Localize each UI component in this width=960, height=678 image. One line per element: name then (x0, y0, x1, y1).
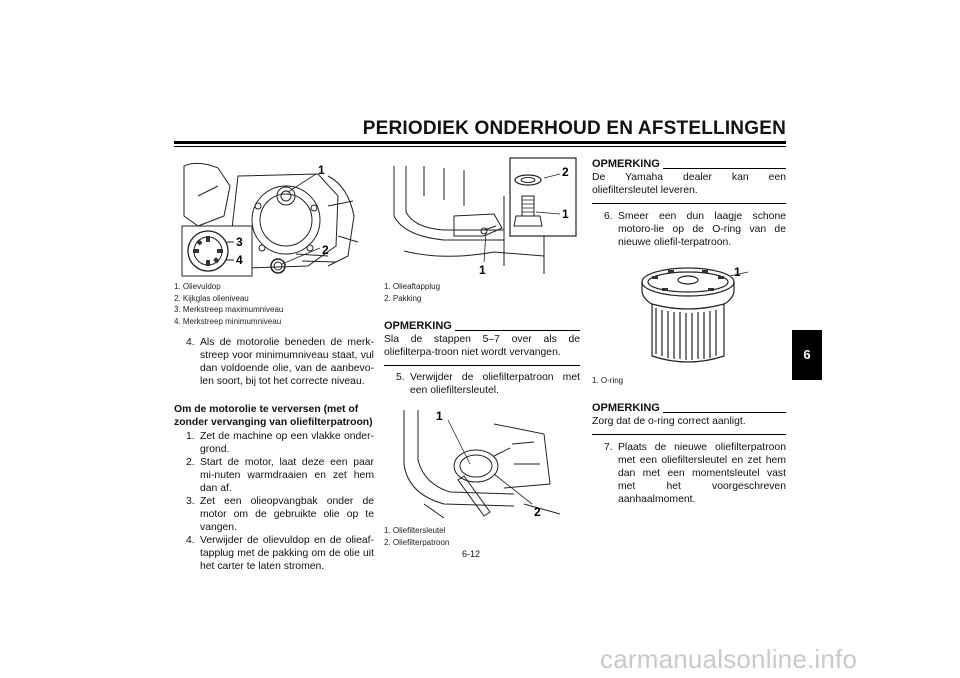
engine-bottom-drawing (384, 156, 580, 278)
step-number: 5. (396, 372, 405, 383)
caption-line: 1. Olievuldop (174, 282, 221, 291)
step-list-top (174, 336, 374, 388)
step-text: Verwijder de oliefilterpatroon met een oliefiltersleutel. (410, 372, 580, 396)
figure-callout: 1 (318, 163, 325, 177)
opmerking-line (663, 412, 786, 413)
step-text: Smeer een dun laagje schone motoro-lie op de O-ring van de nieuwe oliefil-terpatroon. (618, 211, 786, 248)
oil-filter-drawing (592, 256, 786, 370)
oil-filter-illustration (592, 256, 786, 370)
opmerking-text: Zorg dat de o-ring correct aanligt. (592, 416, 746, 427)
caption-line: 4. Merkstreep minimumniveau (174, 316, 282, 326)
step-number: 4. (186, 535, 195, 546)
step-number: 7. (604, 442, 613, 453)
opmerking-rule (592, 434, 786, 435)
figure-caption (592, 375, 786, 387)
opmerking-title: OPMERKING (592, 402, 660, 414)
opmerking-line (455, 330, 580, 331)
opmerking-title: OPMERKING (592, 158, 660, 170)
step-item (592, 441, 786, 506)
figure-callout: 2 (322, 243, 329, 257)
caption-line: 3. Merkstreep maximumniveau (174, 305, 284, 314)
step-list (174, 430, 374, 573)
figure-callout: 1 (562, 207, 569, 221)
step-text: Start de motor, laat deze een paar mi-nuten warmdraaien en zet hem dan af. (200, 457, 374, 494)
opmerking-text: De Yamaha dealer kan een oliefiltersleutel leveren. (592, 172, 786, 196)
step-text: Zet een olieopvangbak onder de motor om de gebruikte olie op te vangen. (200, 496, 374, 533)
figure-callout: 2 (534, 505, 541, 519)
engine-side-drawing (178, 156, 374, 278)
figure-callout: 1 (479, 263, 486, 277)
figure-callout: 1 (734, 265, 741, 279)
step-list-col2 (384, 371, 580, 397)
step-text: Zet de machine op een vlakke onder-grond. (200, 431, 374, 455)
watermark: carmanualsonline.info (600, 644, 858, 674)
header-rule (174, 141, 786, 144)
step-item (174, 336, 374, 388)
opmerking-box (592, 158, 786, 204)
opmerking-rule (592, 203, 786, 204)
step-item (592, 210, 786, 249)
opmerking-box (384, 320, 580, 366)
step-number: 3. (186, 496, 195, 507)
filter-wrench-illustration (384, 404, 580, 522)
step-text: Plaats de nieuwe oliefilterpatroon met een oliefiltersleutel en zet hem dan met een momentsleutel vast met het voorgeschreven aanhaalmoment. (618, 442, 786, 505)
caption-line: 2. Kijkglas olieniveau (174, 293, 249, 303)
step-list-col3b (592, 441, 786, 506)
figure-callout: 2 (562, 165, 569, 179)
step-item (174, 534, 374, 573)
section-heading: Om de motorolie te verversen (met of zonder vervanging van oliefilterpatroon) (174, 404, 373, 428)
page-title: PERIODIEK ONDERHOUD EN AFSTELLINGEN (362, 118, 786, 139)
opmerking-heading (592, 402, 786, 415)
step-item (174, 495, 374, 534)
opmerking-heading (384, 320, 580, 333)
opmerking-rule (384, 365, 580, 366)
filter-wrench-drawing (384, 404, 580, 522)
figure-caption (384, 281, 580, 304)
step-list-col3 (592, 210, 786, 249)
opmerking-title: OPMERKING (384, 320, 452, 332)
figure-caption (174, 281, 374, 327)
header-rule-thin (174, 146, 786, 147)
caption-line: 2. Oliefilterpatroon (384, 537, 450, 547)
figure-callout: 4 (236, 253, 243, 267)
caption-line: 1. O-ring (592, 376, 624, 385)
step-item (174, 456, 374, 495)
page-number: 6-12 (462, 549, 481, 559)
step-item (174, 430, 374, 456)
caption-line: 2. Pakking (384, 293, 422, 303)
figure-callout: 1 (436, 409, 443, 423)
caption-line: 1. Oliefiltersleutel (384, 526, 446, 535)
opmerking-heading (592, 158, 786, 171)
step-number: 1. (186, 431, 195, 442)
opmerking-line (663, 168, 786, 169)
drain-plug-illustration (384, 156, 580, 278)
figure-callout: 3 (236, 235, 243, 249)
opmerking-box (592, 402, 786, 435)
step-number: 2. (186, 457, 195, 468)
caption-line: 1. Olieaftapplug (384, 282, 441, 291)
opmerking-text: Sla de stappen 5–7 over als de oliefilterpa-troon niet wordt vervangen. (384, 334, 580, 358)
figure-caption (384, 525, 580, 548)
step-number: 4. (186, 337, 195, 348)
chapter-tab: 6 (792, 330, 822, 380)
step-item (384, 371, 580, 397)
step-number: 6. (604, 211, 613, 222)
step-text: Verwijder de olievuldop en de olieaf-tapplug met de pakking om de olie uit het carter te laten stromen. (200, 535, 374, 572)
step-text: Als de motorolie beneden de merk-streep voor minimumniveau staat, vul dan voldoende olie, van de aanbevo-len soort, bij tot het correcte niveau. (200, 337, 374, 387)
oil-level-illustration (178, 156, 374, 278)
